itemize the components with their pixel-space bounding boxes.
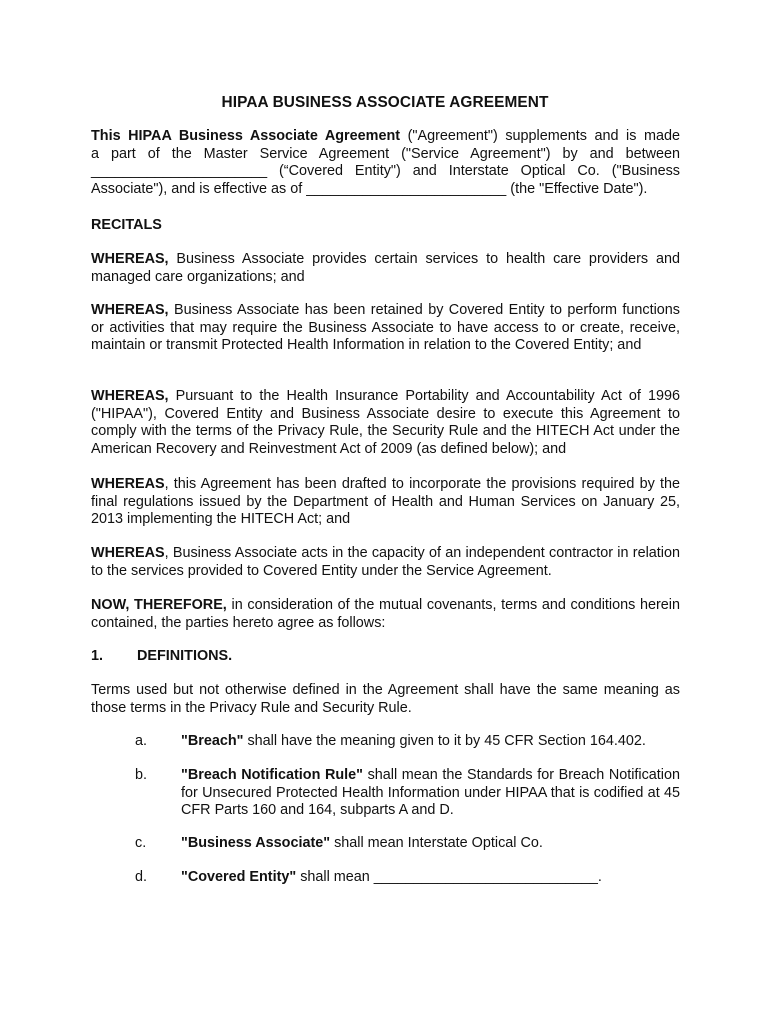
definition-letter: c. — [135, 835, 147, 851]
section-title: DEFINITIONS. — [137, 648, 233, 664]
whereas-text: Pursuant to the Health Insurance Portability and Accountability Act of 1996 ("HIPAA"), Covered Entity and Business Associate desire to execute this Agreement to comply with the terms of the Privacy Rule, the Security Rule and the HITECH Act under the American Recovery and Reinvestment Act of 2009 (as defined below); and — [91, 388, 680, 457]
now-therefore-paragraph — [91, 597, 680, 632]
definition-item — [91, 835, 680, 853]
now-therefore-lead: NOW, THEREFORE, — [91, 597, 227, 613]
section-number: 1. — [91, 648, 104, 664]
whereas-paragraph — [91, 302, 680, 355]
recitals-heading: RECITALS — [91, 217, 162, 233]
whereas-lead: WHEREAS — [91, 545, 165, 561]
whereas-text: , Business Associate acts in the capacity of an independent contractor in relation to the services provided to Covered Entity under the Service Agreement. — [91, 545, 680, 579]
definition-term: "Breach" — [181, 733, 244, 749]
definition-text: shall mean ____________________________. — [296, 869, 602, 885]
intro-paragraph — [91, 128, 680, 198]
whereas-lead: WHEREAS — [91, 476, 165, 492]
intro-line-1: This HIPAA Business Associate Agreement ("Agreement") supplements and is made — [91, 128, 680, 144]
definition-item — [91, 767, 680, 820]
whereas-lead: WHEREAS, — [91, 388, 169, 404]
whereas-paragraph — [91, 251, 680, 286]
definition-text: shall mean Interstate Optical Co. — [330, 835, 543, 851]
whereas-paragraph — [91, 388, 680, 458]
definition-item — [91, 733, 680, 751]
intro-line-4: Associate"), and is effective as of _________________________ (the "Effective Date"). — [91, 180, 648, 197]
whereas-lead: WHEREAS, — [91, 302, 169, 318]
definition-text: shall mean the Standards for Breach Notification for Unsecured Protected Health Information under HIPAA that is codified at 45 CFR Parts 160 and 164, subparts A and D. — [181, 767, 681, 818]
definition-letter: d. — [135, 869, 148, 885]
agreement-name: This HIPAA Business Associate Agreement — [91, 128, 401, 144]
intro-line-3: ______________________ (“Covered Entity") and Interstate Optical Co. ("Business — [91, 163, 680, 179]
intro-line-2: a part of the Master Service Agreement ("Service Agreement") by and between — [91, 145, 680, 162]
whereas-text: Business Associate has been retained by Covered Entity to perform functions or activities that may require the Business Associate to have access to or create, receive, maintain or transmit Protected Health Information in relation to the Covered Entity; and — [91, 302, 680, 353]
whereas-paragraph — [91, 476, 680, 529]
whereas-lead: WHEREAS, — [91, 251, 169, 267]
definition-term: "Covered Entity" — [181, 869, 297, 885]
whereas-text: , this Agreement has been drafted to incorporate the provisions required by the final regulations issued by the Department of Health and Human Services on January 25, 2013 implementing the HITECH Act; and — [91, 476, 680, 527]
whereas-paragraph — [91, 545, 680, 580]
document-title: HIPAA BUSINESS ASSOCIATE AGREEMENT — [221, 94, 549, 111]
definition-text: shall have the meaning given to it by 45 CFR Section 164.402. — [243, 733, 646, 749]
now-therefore-text: in consideration of the mutual covenants, terms and conditions herein contained, the parties hereto agree as follows: — [91, 597, 681, 631]
definition-letter: b. — [135, 767, 148, 783]
whereas-text: Business Associate provides certain services to health care providers and managed care organizations; and — [91, 251, 680, 285]
definition-term: "Breach Notification Rule" — [181, 767, 363, 783]
definitions-intro: Terms used but not otherwise defined in the Agreement shall have the same meaning as those terms in the Privacy Rule and Security Rule. — [91, 682, 680, 716]
definition-letter: a. — [135, 733, 148, 749]
definition-term: "Business Associate" — [181, 835, 331, 851]
definition-item — [91, 869, 680, 887]
section-heading — [91, 648, 680, 666]
